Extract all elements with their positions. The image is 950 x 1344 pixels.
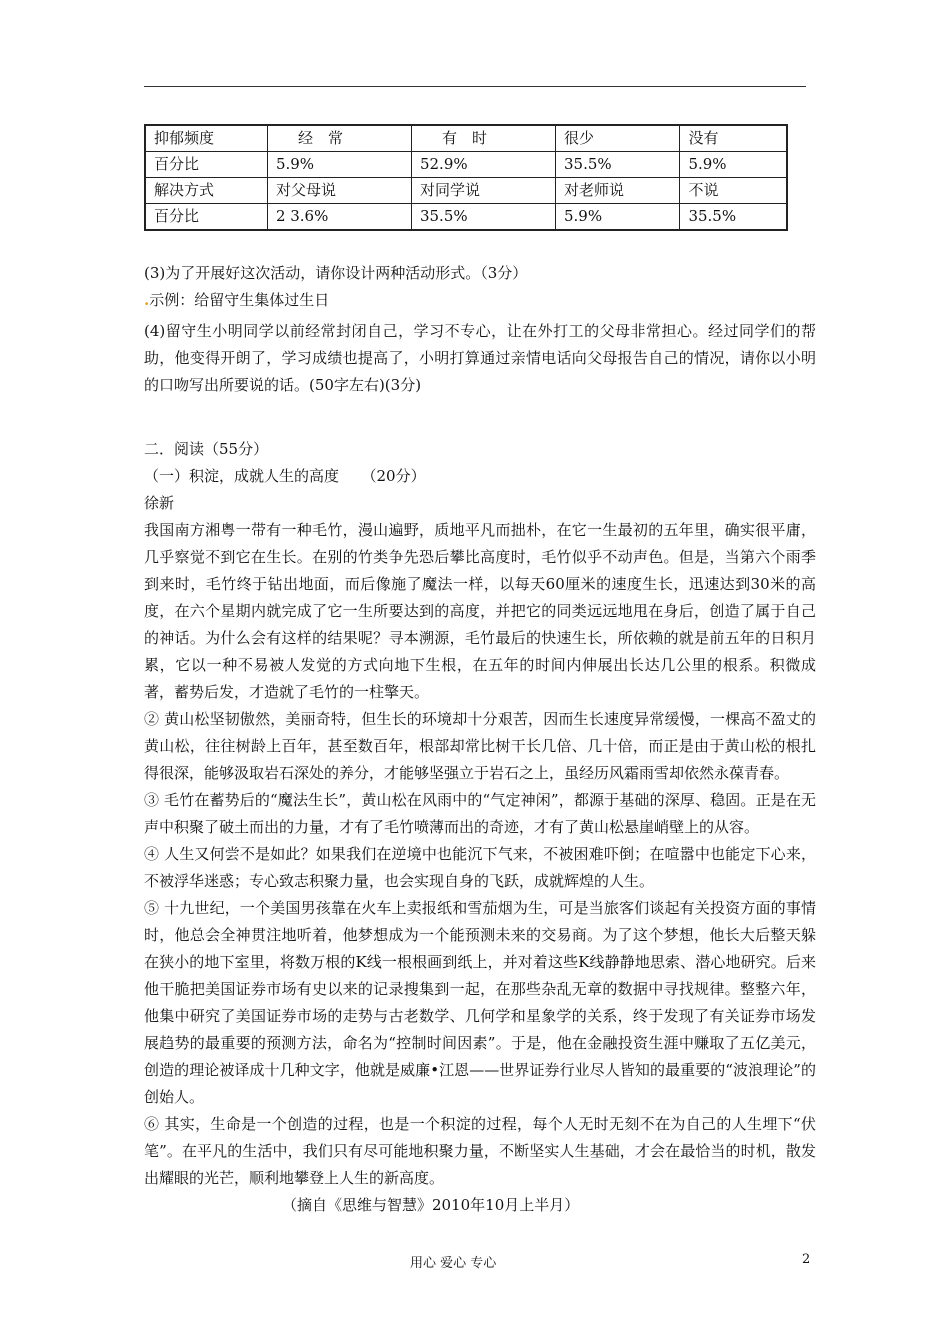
table-cell: 35.5% [680,204,787,231]
paragraph: ③ 毛竹在蓄势后的“魔法生长”，黄山松在风雨中的“气定神闲”，都源于基础的深厚、稳固。正是在无声中积聚了破土而出的力量，才有了毛竹喷薄而出的奇迹，才有了黄山松悬崖峭壁上的从容。 [144,791,816,836]
table-cell: 百分比 [145,204,267,231]
page-number: 2 [802,1252,811,1267]
table-cell: 5.9% [680,152,787,178]
table-row [145,125,787,152]
table-cell: 抑郁频度 [145,125,267,152]
table-cell: 对老师说 [556,178,680,204]
table-cell: 有 时 [411,125,555,152]
questions-block [144,260,816,399]
table-cell: 百分比 [145,152,267,178]
table-cell: 解决方式 [145,178,267,204]
header-rule [144,86,806,87]
table-cell: 很少 [556,125,680,152]
paragraph: ② 黄山松坚韧傲然，美丽奇特，但生长的环境却十分艰苦，因而生长速度异常缓慢，一棵高不盈丈的黄山松，往往树龄上百年，甚至数百年，根部却常比树干长几倍、几十倍，而正是由于黄山松的根扎得很深，能够汲取岩石深处的养分，才能够坚强立于岩石之上，虽经历风霜雨雪却依然永葆青春。 [144,710,816,782]
table-row [145,204,787,231]
paragraph: ⑥ 其实，生命是一个创造的过程，也是一个积淀的过程，每个人无时无刻不在为自己的人生埋下“伏笔”。在平凡的生活中，我们只有尽可能地积聚力量，不断坚实人生基础，才会在最恰当的时机，散发出耀眼的光芒，顺利地攀登上人生的新高度。 [144,1115,816,1187]
table-cell: 对同学说 [411,178,555,204]
section-title: 二．阅读（55分） [144,440,269,458]
table-cell: 5.9% [267,152,411,178]
question-4: (4)留守生小明同学以前经常封闭自己，学习不专心，让在外打工的父母非常担心。经过同学们的帮助，他变得开朗了，学习成绩也提高了，小明打算通过亲情电话向父母报告自己的情况，请你以小明的口吻写出所要说的话。(50字左右)(3分) [144,322,816,394]
table-cell: 35.5% [556,152,680,178]
bullet-dot-icon: . [144,291,150,309]
table-cell: 不说 [680,178,787,204]
paragraph: ④ 人生又何尝不是如此？如果我们在逆境中也能沉下气来，不被困难吓倒；在喧嚣中也能定下心来，不被浮华迷惑；专心致志积聚力量，也会实现自身的飞跃，成就辉煌的人生。 [144,845,816,890]
survey-table [144,124,788,231]
paragraph: ⑤ 十九世纪，一个美国男孩靠在火车上卖报纸和雪茄烟为生，可是当旅客们谈起有关投资方面的事情时，他总会全神贯注地听着，他梦想成为一个能预测未来的交易商。为了这个梦想，他长大后整天躲在狭小的地下室里，将数万根的K线一根根画到纸上，并对着这些K线静静地思索、潜心地研究。后来他干脆把美国证券市场有史以来的记录搜集到一起，在那些杂乱无章的数据中寻找规律。整整六年，他集中研究了美国证券市场的走势与古老数学、几何学和星象学的关系，终于发现了有关证券市场发展趋势的最重要的预测方法，命名为“控制时间因素”。于是，他在金融投资生涯中赚取了五亿美元，创造的理论被译成十几种文字，他就是威廉•江恩——世界证券行业尽人皆知的最重要的“波浪理论”的创始人。 [144,899,816,1106]
reading-section [144,436,816,1219]
question-3: (3)为了开展好这次活动，请你设计两种活动形式。（3分） [144,264,528,282]
question-3-example: .示例：给留守生集体过生日 [144,291,330,309]
table-cell: 35.5% [411,204,555,231]
table-cell: 没有 [680,125,787,152]
table-cell: 对父母说 [267,178,411,204]
table-cell: 经 常 [267,125,411,152]
footer-slogan: 用心 爱心 专心 [410,1256,497,1271]
table-cell: 2 3.6% [267,204,411,231]
table-row [145,178,787,204]
source-citation: （摘自《思维与智慧》2010年10月上半月） [282,1196,580,1214]
table-cell: 5.9% [556,204,680,231]
paragraph: 我国南方湘粤一带有一种毛竹，漫山遍野，质地平凡而拙朴，在它一生最初的五年里，确实很平庸，几乎察觉不到它在生长。在别的竹类争先恐后攀比高度时，毛竹似乎不动声色。但是，当第六个雨季到来时，毛竹终于钻出地面，而后像施了魔法一样，以每天60厘米的速度生长，迅速达到30米的高度，在六个星期内就完成了它一生所要达到的高度，并把它的同类远远地甩在身后，创造了属于自己的神话。为什么会有这样的结果呢？寻本溯源，毛竹最后的快速生长，所依赖的就是前五年的日积月累，它以一种不易被人发觉的方式向地下生根，在五年的时间内伸展出长达几公里的根系。积微成著，蓄势后发，才造就了毛竹的一柱擎天。 [144,521,816,701]
table-cell: 52.9% [411,152,555,178]
author: 徐新 [144,494,175,512]
table-row [145,152,787,178]
part-title: （一）积淀，成就人生的高度 （20分） [144,467,426,485]
